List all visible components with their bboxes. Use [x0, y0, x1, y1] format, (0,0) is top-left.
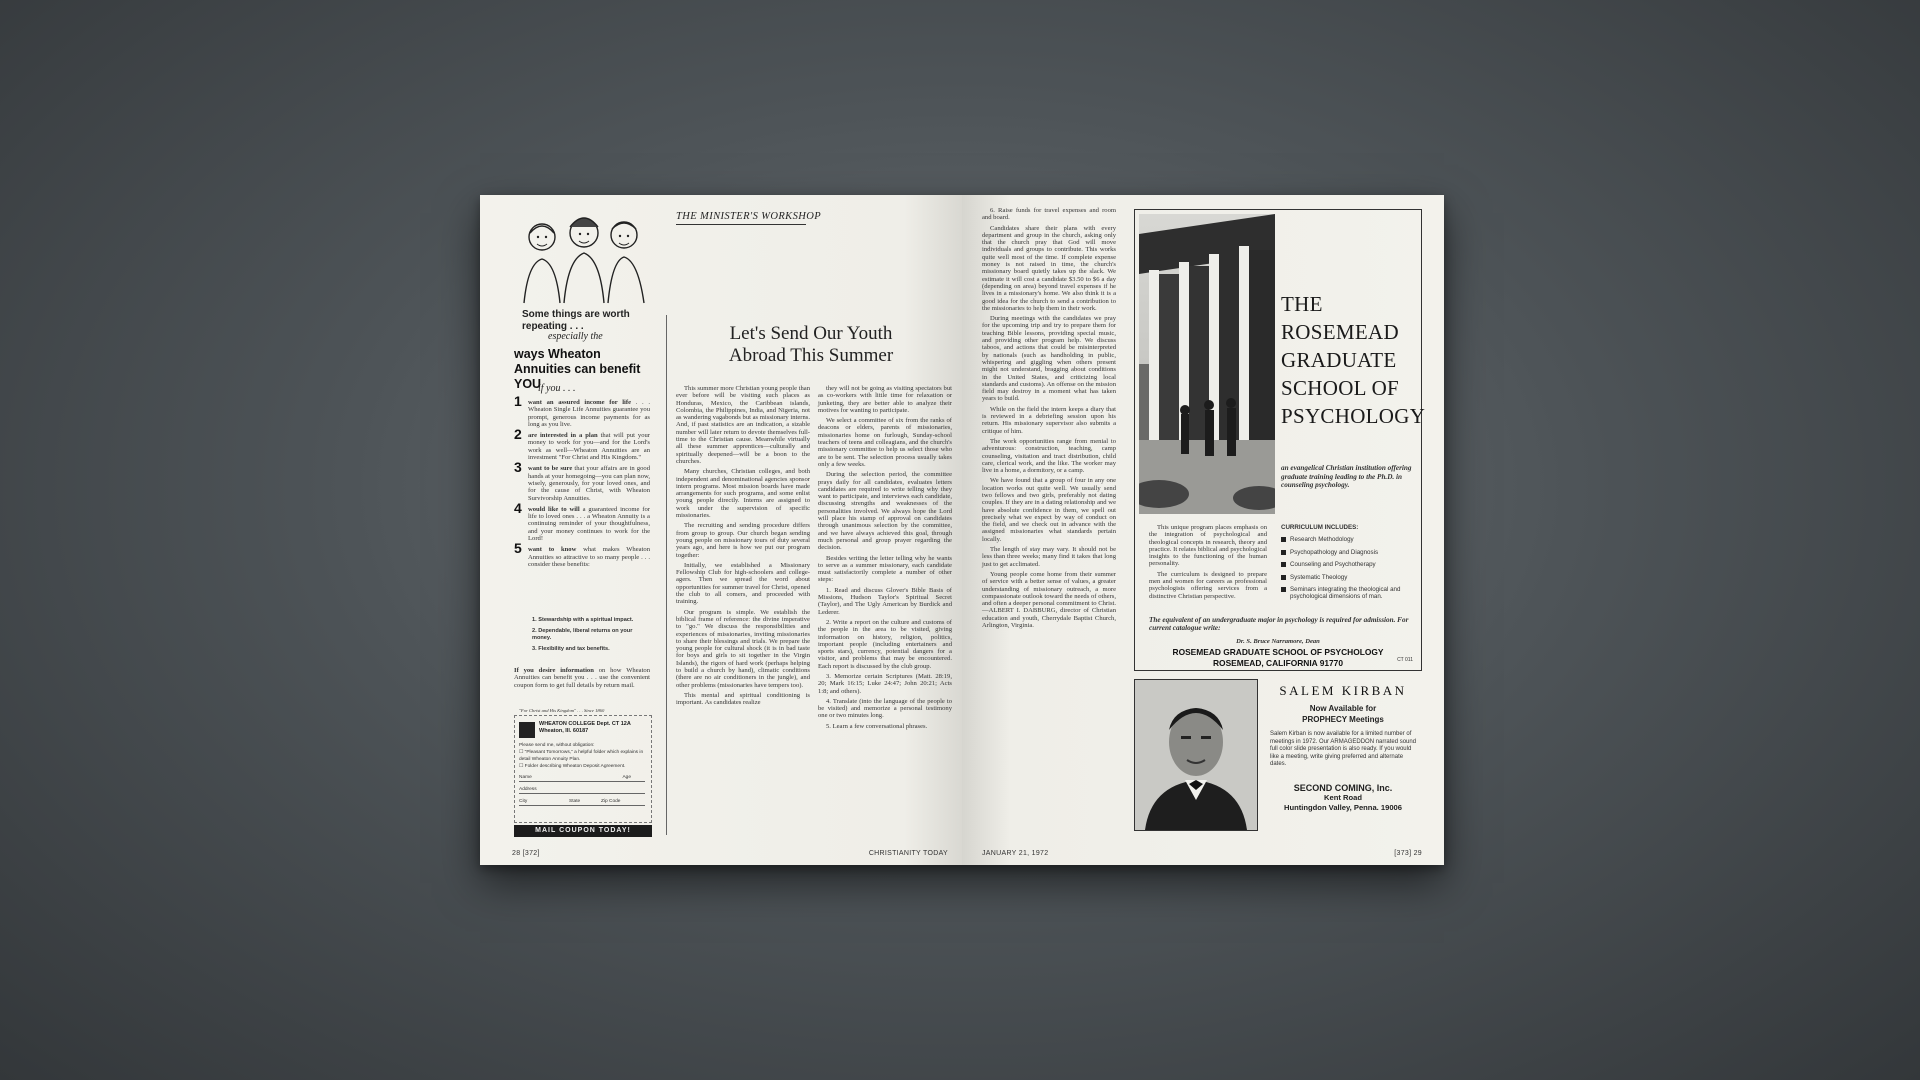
magazine-name: CHRISTIANITY TODAY	[868, 850, 948, 857]
kirban-address: SECOND COMING, Inc. Kent Road Huntingdon Valley, Penna. 19006	[1283, 783, 1403, 812]
wheaton-headline-2: especially the	[548, 331, 603, 342]
curriculum-item: Research Methodology	[1281, 536, 1417, 543]
column-rule	[666, 315, 667, 835]
coupon-option-2[interactable]: ☐ Folder describing Wheaton Deposit Agreement.	[519, 764, 626, 769]
page-number-left: 28 [372]	[512, 850, 540, 857]
kirban-portrait-photo	[1134, 679, 1258, 831]
wheaton-item: 3 want to be sure that your affairs are in good hands at your homegoing—you can plan now, wisely, generously, for your loved ones, and for the cause of Christ, with Wheaton Survivorship Annuities.	[514, 459, 650, 502]
wheaton-logo-icon	[519, 722, 535, 738]
article-column-2: they will not be going as visiting spectators but as co-workers with little time for relaxation or junketing, they are better able to analyze their motives for wanting to participate. We select a committee of six from the ranks of deacons or elders, parents of missionaries, missionaries home on furlough, Sunday-school teachers of teens and colleagians, and the church's missionary committee to help us select those who are to be sent. The selection process usually takes only a few weeks. During the selection period, the committee prays daily for all candidates, evaluates letters candidates are required to write telling why they want to participate, and interviews each candidate, discussing strengths and weaknesses of the personalities involved. We always hope the Lord will place his stamp of approval on candidates through unanimous selection by the committee, and we have always achieved this goal, through much personal and group prayer regarding the decision. Besides writing the letter telling why he wants to serve as a summer missionary, each candidate must satisfactorily complete a number of other steps: 1. Read and discuss Glover's Bible Basis of Missions, Hudson Taylor's Spiritual Secret (Taylor), and The Ugly American by Burdick and Lederer. 2. Write a report on the culture and customs of the people in the area to be visited, giving information on history, religion, politics, important people (including entertainers and sports stars), currency, potential dangers for a visitor, and problems that may be encountered. Each report is discussed by the club group. 3. Memorize certain Scriptures (Matt. 28:19, 20; Mark 16:15; Luke 24:47; John 20:21; Acts 1:8; and others). 4. Translate (into the language of the people to be visited) and memorize a personal testimony one or two minutes long. 5. Learn a few conversational phrases.	[818, 385, 952, 730]
coupon-name-field[interactable]: Name Age	[519, 772, 645, 782]
rosemead-address: ROSEMEAD GRADUATE SCHOOL OF PSYCHOLOGY ROSEMEAD, CALIFORNIA 91770	[1172, 647, 1384, 668]
rosemead-body: This unique program places emphasis on the integration of psychological and theological concepts in research, theory and practice. It relates biblical and psychological insights to the functioning of the human personality. The curriculum is designed to prepare men and women for careers as professional psychologists offering services from a distinctive Christian perspective.	[1149, 524, 1267, 600]
wheaton-if-you: if you . . .	[538, 383, 576, 394]
rosemead-building-photo	[1139, 214, 1275, 514]
wheaton-illustration	[512, 205, 652, 305]
section-rule	[676, 224, 806, 225]
wheaton-headline-1: Some things are worth repeating . . .	[522, 309, 630, 332]
wheaton-benefit-list	[514, 393, 650, 572]
wheaton-headline-3: ways Wheaton Annuities can benefit YOU	[514, 347, 641, 391]
wheaton-item: 1 want an assured income for life . . . Wheaton Single Life Annuities guarantee you prompt, generous income payments for as long as you live.	[514, 393, 650, 428]
wheaton-item: 5 want to know what makes Wheaton Annuities so attractive to so many people . . . consider these benefits:	[514, 540, 650, 568]
wheaton-item: 4 would like to will a guaranteed income for life to loved ones . . . a Wheaton Annuity is a continuing reminder of your thoughtfulness, and your money continues to work for the Lord!	[514, 499, 650, 543]
kirban-name: SALEM KIRBAN	[1279, 683, 1407, 698]
mail-coupon-banner: MAIL COUPON TODAY!	[514, 825, 652, 837]
rosemead-ad	[1134, 209, 1426, 671]
rosemead-dean: Dr. S. Bruce Narramore, Dean	[1236, 638, 1320, 645]
magazine-spread	[480, 195, 1444, 865]
wheaton-benefits: 1. Stewardship with a spiritual impact. 2. Dependable, liberal returns on your money. 3. Flexibility and tax benefits.	[532, 617, 634, 652]
coupon-form: Please send me, without obligation: ☐ "Pleasant Tomorrows," a helpful folder which explains in detail Wheaton Annuity Plan. ☐ Folder describing Wheaton Deposit Agreement. Name Age Address City State Zip Code	[519, 743, 644, 804]
curriculum-item: Counseling and Psychotherapy	[1281, 561, 1417, 568]
curriculum-item: Psychopathology and Diagnosis	[1281, 549, 1417, 556]
article-title: Let's Send Our Youth Abroad This Summer	[728, 323, 894, 366]
coupon-address: WHEATON COLLEGE Dept. CT 12A Wheaton, Ill. 60187	[539, 721, 631, 734]
coupon-option-1[interactable]: ☐ "Pleasant Tomorrows," a helpful folder which explains in detail Wheaton Annuity Plan.	[519, 750, 644, 762]
right-page	[962, 195, 1444, 865]
wheaton-desire-text: If you desire information on how Wheaton Annuities can benefit you . . . use the convenient coupon form to get full details by return mail.	[514, 667, 650, 689]
section-label: THE MINISTER'S WORKSHOP	[676, 211, 822, 222]
curriculum-item: Seminars integrating the theological and psychological dimensions of man.	[1281, 586, 1417, 601]
wheaton-annuities-ad	[512, 205, 652, 841]
page-number-right: [373] 29	[1394, 850, 1422, 857]
issue-date: JANUARY 21, 1972	[982, 850, 1049, 857]
rosemead-admission: The equivalent of an undergraduate major in psychology is required for admission. For current catalogue write:	[1149, 616, 1409, 633]
coupon-address-field[interactable]: Address	[519, 784, 645, 794]
rosemead-code: CT 011	[1397, 657, 1413, 663]
kirban-body: Salem Kirban is now available for a limited number of meetings in 1972. Our ARMAGEDDON narrated sound full color slide presentation is also ready. If you would like a meeting, write giving preferred and alternate dates.	[1270, 731, 1417, 768]
coupon-city-field[interactable]: City State Zip Code	[519, 796, 645, 806]
article-continued-column: 6. Raise funds for travel expenses and room and board. Candidates share their plans with every department and group in the church, asking only that the church pray that God will move individuals and groups to contribute. This works quite well most of the time. If complete expense money is not raised in time, the church's missionary board quietly takes up the slack. We estimate it will cost a candidate $3.50 to $6 a day (depending on area) beyond travel expenses if he lives in a missionary's home. We also think it is a good idea for the church to send a contribution to the missionaries to help them in their work. During meetings with the candidates we pray for the upcoming trip and try to prepare them for teaching Bible lessons, providing special music, and providing other program help. We discuss taboos, and actions that could be misinterpreted by nationals (such as handholding in public, whispering and giggling when others present might not understand, bragging about conditions in the United States, and criticizing local standards and customs). An offense on the mission field may destroy in a moment what has taken years to build. While on the field the intern keeps a diary that is reviewed in a debriefing session upon his return. His missionary supervisor also submits a critique of him. The work opportunities range from menial to adventurous: construction, teaching, camp counseling, visitation and tract distribution, child care, clerical work, and the like. The worker may live in a home, a dormitory, or a camp. We have found that a group of four in any one location works out quite well. We usually send two fellows and two girls, preferably not dating couples. If they are in a dating relationship and we have absolute confidence in them, we spell out precisely what we expect by way of conduct on the field, and we check out in advance with the assigned missionaries what standards pertain locally. The length of stay may vary. It should not be less than three weeks; many find it takes that long just to get acclimated. Young people come home from their summer of service with a better sense of values, a greater understanding of missionary outreach, a more compassionate outlook toward the needs of others, and often a deeper personal commitment to Christ.—ALBERT I. DABBURG, director of Christian education and youth, Cherrydale Baptist Church, Arlington, Virginia.	[982, 207, 1116, 630]
curriculum-item: Systematic Theology	[1281, 574, 1417, 581]
article-column-1: This summer more Christian young people than ever before will be visiting such places as Honduras, Mexico, the Caribbean islands, Colombia, the Philippines, India, and Nigeria, not as wandering vagabonds but as missionary interns. And, if past statistics are an indication, a sizable number will later return to devote themselves full-time to the Christian cause. Meanwhile virtually all these summer apprentices—culturally and spiritually deepened—will be a boon to the churches. Many churches, Christian colleges, and both independent and denominational agencies sponsor intern programs. Most mission boards have made arrangements for such programs, and some enlist young people directly. Interns are assigned to work under the supervision of specific missionaries. The recruiting and sending procedure differs from group to group. Our church began sending young people on missionary tours of duty several years ago, and here is how we put our program together: Initially, we established a Missionary Fellowship Club for high-schoolers and college-agers. Then we spread the word about opportunities for summer travel for Christ, opened the club to all comers, and proceeded with training. Our program is simple. We establish the biblical frame of reference: the divine imperative to "go." We discuss the responsibilities and experiences of missionaries, inviting missionaries to share their blessings and trials. We prepare the young people for cultural shock (it is in bad taste for boys and girls to sit together in the Virgin Islands), the rigors of hard work (perhaps helping to build a church by hand), climatic conditions (there are no air conditioners in the jungle), and other problems (missionaries have tempers too). This mental and spiritual conditioning is important. As candidates realize	[676, 385, 810, 707]
wheaton-item: 2 are interested in a plan that will put your money to work for you—and for the Lord's work as well—Wheaton Annuities are an investment "For Christ and His Kingdom."	[514, 426, 650, 462]
rosemead-title: THE ROSEMEAD GRADUATE SCHOOL OF PSYCHOLOGY	[1281, 292, 1426, 428]
kirban-availability: Now Available for PROPHECY Meetings	[1302, 704, 1384, 724]
rosemead-curriculum: CURRICULUM INCLUDES: Research Methodology Psychopathology and Diagnosis Counseling and Psychotherapy Systematic Theology Seminars integrating the theological and psychological dimensions of man.	[1281, 524, 1417, 606]
rosemead-subtitle: an evangelical Christian institution offering graduate training leading to the Ph.D. in counseling psychology.	[1281, 464, 1412, 490]
wheaton-coupon[interactable]	[514, 708, 652, 823]
left-page	[480, 195, 962, 865]
salem-kirban-ad	[1134, 679, 1420, 835]
coupon-tagline: "For Christ and His Kingdom" . . . Since 1860	[519, 708, 605, 713]
